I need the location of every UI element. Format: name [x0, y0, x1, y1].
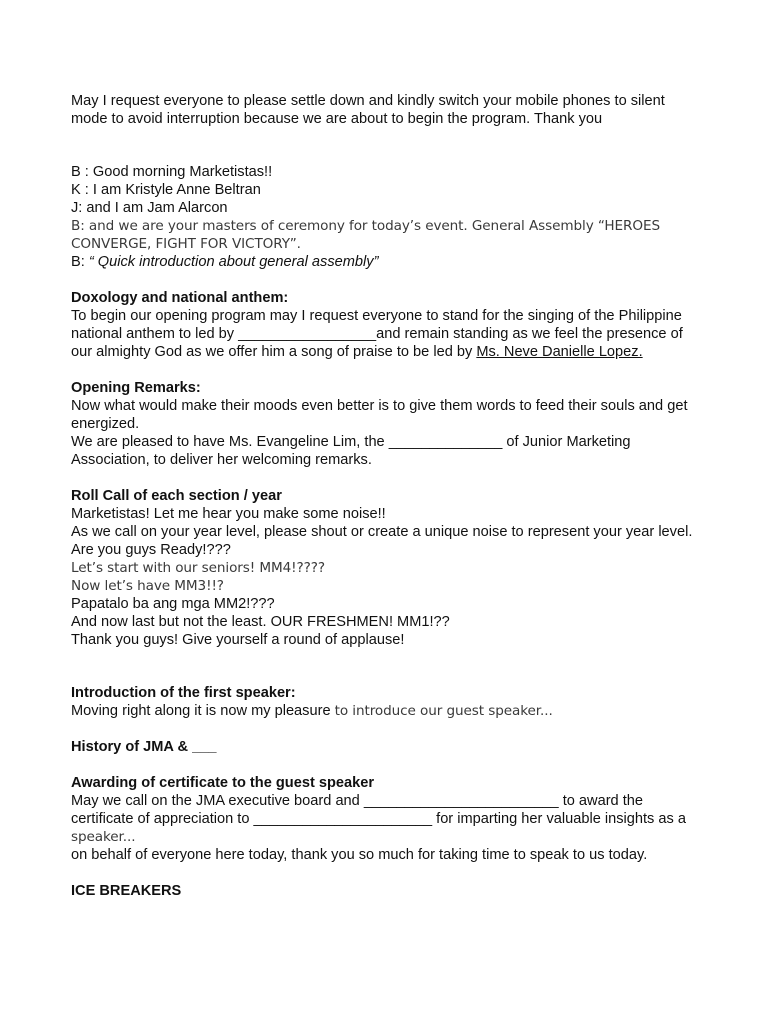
host-b-event: CONVERGE, FIGHT FOR VICTORY”. [71, 236, 301, 252]
opening-line: We are pleased to have Ms. Evangeline Lim, the ______________ of Junior Marketing [71, 434, 631, 450]
roll-call-line: Thank you guys! Give yourself a round of applause! [71, 632, 405, 648]
document-page [71, 92, 721, 900]
doxology-line [71, 343, 721, 361]
opening-remarks-section [71, 379, 721, 469]
awarding-line: May we call on the JMA executive board and ________________________ to award the [71, 793, 644, 809]
roll-call-line: As we call on your year level, please shout or create a unique noise to represent your year level. [71, 524, 693, 540]
intro-paragraph [71, 92, 721, 128]
roll-call-line: Let’s start with our seniors! MM4!???? [71, 560, 325, 576]
section-heading: ICE BREAKERS [71, 883, 182, 899]
roll-call-line: Papatalo ba ang mga MM2!??? [71, 596, 275, 612]
awarding-line: on behalf of everyone here today, thank you so much for taking time to speak to us today. [71, 847, 648, 863]
ice-breakers-section [71, 882, 721, 900]
opening-line: energized. [71, 416, 140, 432]
section-heading: Doxology and national anthem: [71, 290, 289, 306]
doxology-text: our almighty God as we offer him a song of praise to be led by [71, 344, 477, 360]
roll-call-line: Are you guys Ready!??? [71, 542, 231, 558]
awarding-line: speaker... [71, 829, 136, 845]
host-b-event: B: and we are your masters of ceremony for today’s event. General Assembly “HEROES [71, 218, 660, 234]
roll-call-section [71, 487, 721, 649]
section-heading: History of JMA & ___ [71, 739, 217, 755]
doxology-line: To begin our opening program may I request everyone to stand for the singing of the Philippine [71, 308, 682, 324]
host-b-quick [71, 253, 721, 271]
hosts-section [71, 163, 721, 271]
section-heading: Awarding of certificate to the guest speaker [71, 775, 375, 791]
intro-line: mode to avoid interruption because we are about to begin the program. Thank you [71, 111, 603, 127]
speaker-intro-section [71, 684, 721, 720]
intro-line: May I request everyone to please settle down and kindly switch your mobile phones to silent [71, 93, 665, 109]
speaker-intro-text: Moving right along it is now my pleasure [71, 703, 335, 719]
opening-line: Association, to deliver her welcoming remarks. [71, 452, 372, 468]
quick-introduction-note: “ Quick introduction about general assembly” [88, 254, 379, 270]
host-b-greeting: B : Good morning Marketistas!! [71, 164, 273, 180]
doxology-section [71, 289, 721, 361]
doxology-line: national anthem to led by _________________and remain standing as we feel the presence of [71, 326, 683, 342]
host-k-intro: K : I am Kristyle Anne Beltran [71, 182, 261, 198]
speaker-intro-text-light: to introduce our guest speaker... [334, 703, 553, 719]
roll-call-line: Marketistas! Let me hear you make some noise!! [71, 506, 386, 522]
history-section [71, 738, 721, 756]
section-heading: Roll Call of each section / year [71, 488, 282, 504]
opening-line: Now what would make their moods even better is to give them words to feed their souls and get [71, 398, 688, 414]
speaker-intro-line [71, 702, 721, 720]
section-heading: Opening Remarks: [71, 380, 201, 396]
roll-call-line: And now last but not the least. OUR FRESHMEN! MM1!?? [71, 614, 450, 630]
section-heading: Introduction of the first speaker: [71, 685, 296, 701]
praise-leader-name: Ms. Neve Danielle Lopez. [476, 344, 643, 360]
awarding-line: certificate of appreciation to ______________________ for imparting her valuable insights as a [71, 811, 686, 827]
host-j-intro: J: and I am Jam Alarcon [71, 200, 228, 216]
speaker-label: B: [71, 254, 89, 270]
roll-call-line: Now let’s have MM3!!? [71, 578, 224, 594]
awarding-section [71, 774, 721, 864]
